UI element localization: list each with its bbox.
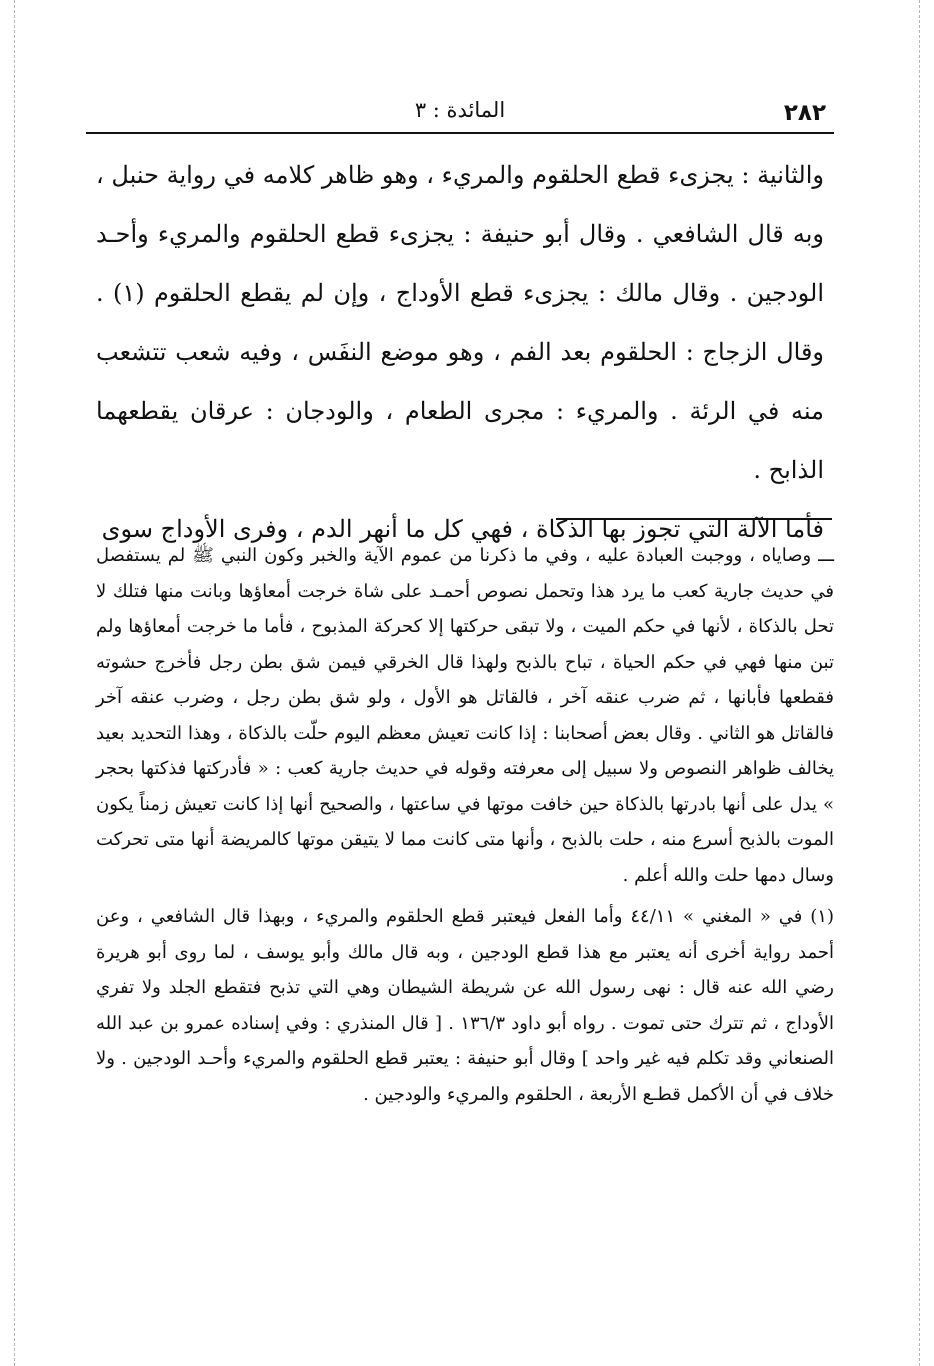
page-number: ٢٨٢ bbox=[783, 100, 826, 126]
left-margin-guide bbox=[14, 0, 15, 1366]
right-margin-guide bbox=[919, 0, 920, 1366]
footnote-continuation: ـــ وصاياه ، ووجبت العبادة عليه ، وفي ما ذكرنا من عموم الآية والخبر وكون النبي ﷺ لم يستفصل في حديث جارية كعب ما يرد هذا وتحمل نصوص أحمـد على شاة خرجت أمعاؤها وبانت منها فتلك لا تحل بالذكاة ، لأنها في حكم الميت ، ولا تبقى حركتها إلا كحركة المذبوح ، فأما ما خرجت أمعاؤها ولم تبن منها فهي في حكم الحياة ، تباح بالذبح ولهذا قال الخرقي فيمن شق بطن رجل فأخرج حشوته فقطعها فأبانها ، ثم ضرب عنقه آخر ، فالقاتل هو الأول ، ولو شق بطن رجل ، وضرب عنقه آخر فالقاتل هو الثاني . وقال بعض أصحابنا : إذا كانت تعيش معظم اليوم حلّت بالذكاة ، وهذا التحديد بعيد يخالف ظواهر النصوص ولا سبيل إلى معرفته وقوله في حديث جارية كعب : « فأدركتها فذكتها بحجر » يدل على أنها بادرتها بالذكاة حين خافت موتها في ساعتها ، والصحيح أنها إذا كانت تعيش زمناً يكون الموت بالذبح أسرع منه ، حلت بالذبح ، وأنها متى كانت مما لا يتيقن موتها كالمريضة أنها متى تحركت وسال دمها حلت والله أعلم . bbox=[96, 545, 834, 886]
body-paragraph: فأما الآلة التي تجوز بها الذكاة ، فهي كل ما أنهر الدم ، وفرى الأوداج سوى bbox=[101, 515, 824, 543]
main-body-text bbox=[96, 146, 824, 559]
page-header bbox=[86, 88, 834, 132]
body-paragraph: والثانية : يجزىء قطع الحلقوم والمريء ، وهو ظاهر كلامه في رواية حنبل ، وبه قال الشافعي . وقال أبو حنيفة : يجزىء قطع الحلقوم والمريء وأحـد الودجين . وقال مالك : يجزىء قطع الأوداج ، وإن لم يقطع الحلقوم (١) . وقال الزجاج : الحلقوم بعد الفم ، وهو موضع النفَس ، وفيه شعب تتشعب منه في الرئة . والمريء : مجرى الطعام ، والودجان : عرقان يقطعهما الذابح . bbox=[96, 161, 825, 484]
footnote-separator bbox=[556, 518, 832, 520]
header-divider bbox=[86, 132, 834, 134]
footnotes-section bbox=[96, 538, 834, 1112]
running-title: المائدة : ٣ bbox=[414, 98, 506, 122]
footnote-1: (١) في « المغني » ٤٤/١١ وأما الفعل فيعتبر قطع الحلقوم والمريء ، وبهذا قال الشافعي ، وعن أحمد رواية أخرى أنه يعتبر مع هذا قطع الودجين ، وبه قال مالك وأبو يوسف ، لما روى أبو هريرة رضي الله عنه قال : نهى رسول الله عن شريطة الشيطان وهي التي تذبح فتقطع الجلد ولا تفري الأوداج ، ثم تترك حتى تموت . رواه أبو داود ١٣٦/٣ . [ قال المنذري : وفي إسناده عمرو بن عبد الله الصنعاني وقد تكلم فيه غير واحد ] وقال أبو حنيفة : يعتبر قطع الحلقوم والمريء وأحـد الودجين . ولا خلاف في أن الأكمل قطـع الأربعة ، الحلقوم والمريء والودجين . bbox=[96, 906, 834, 1105]
